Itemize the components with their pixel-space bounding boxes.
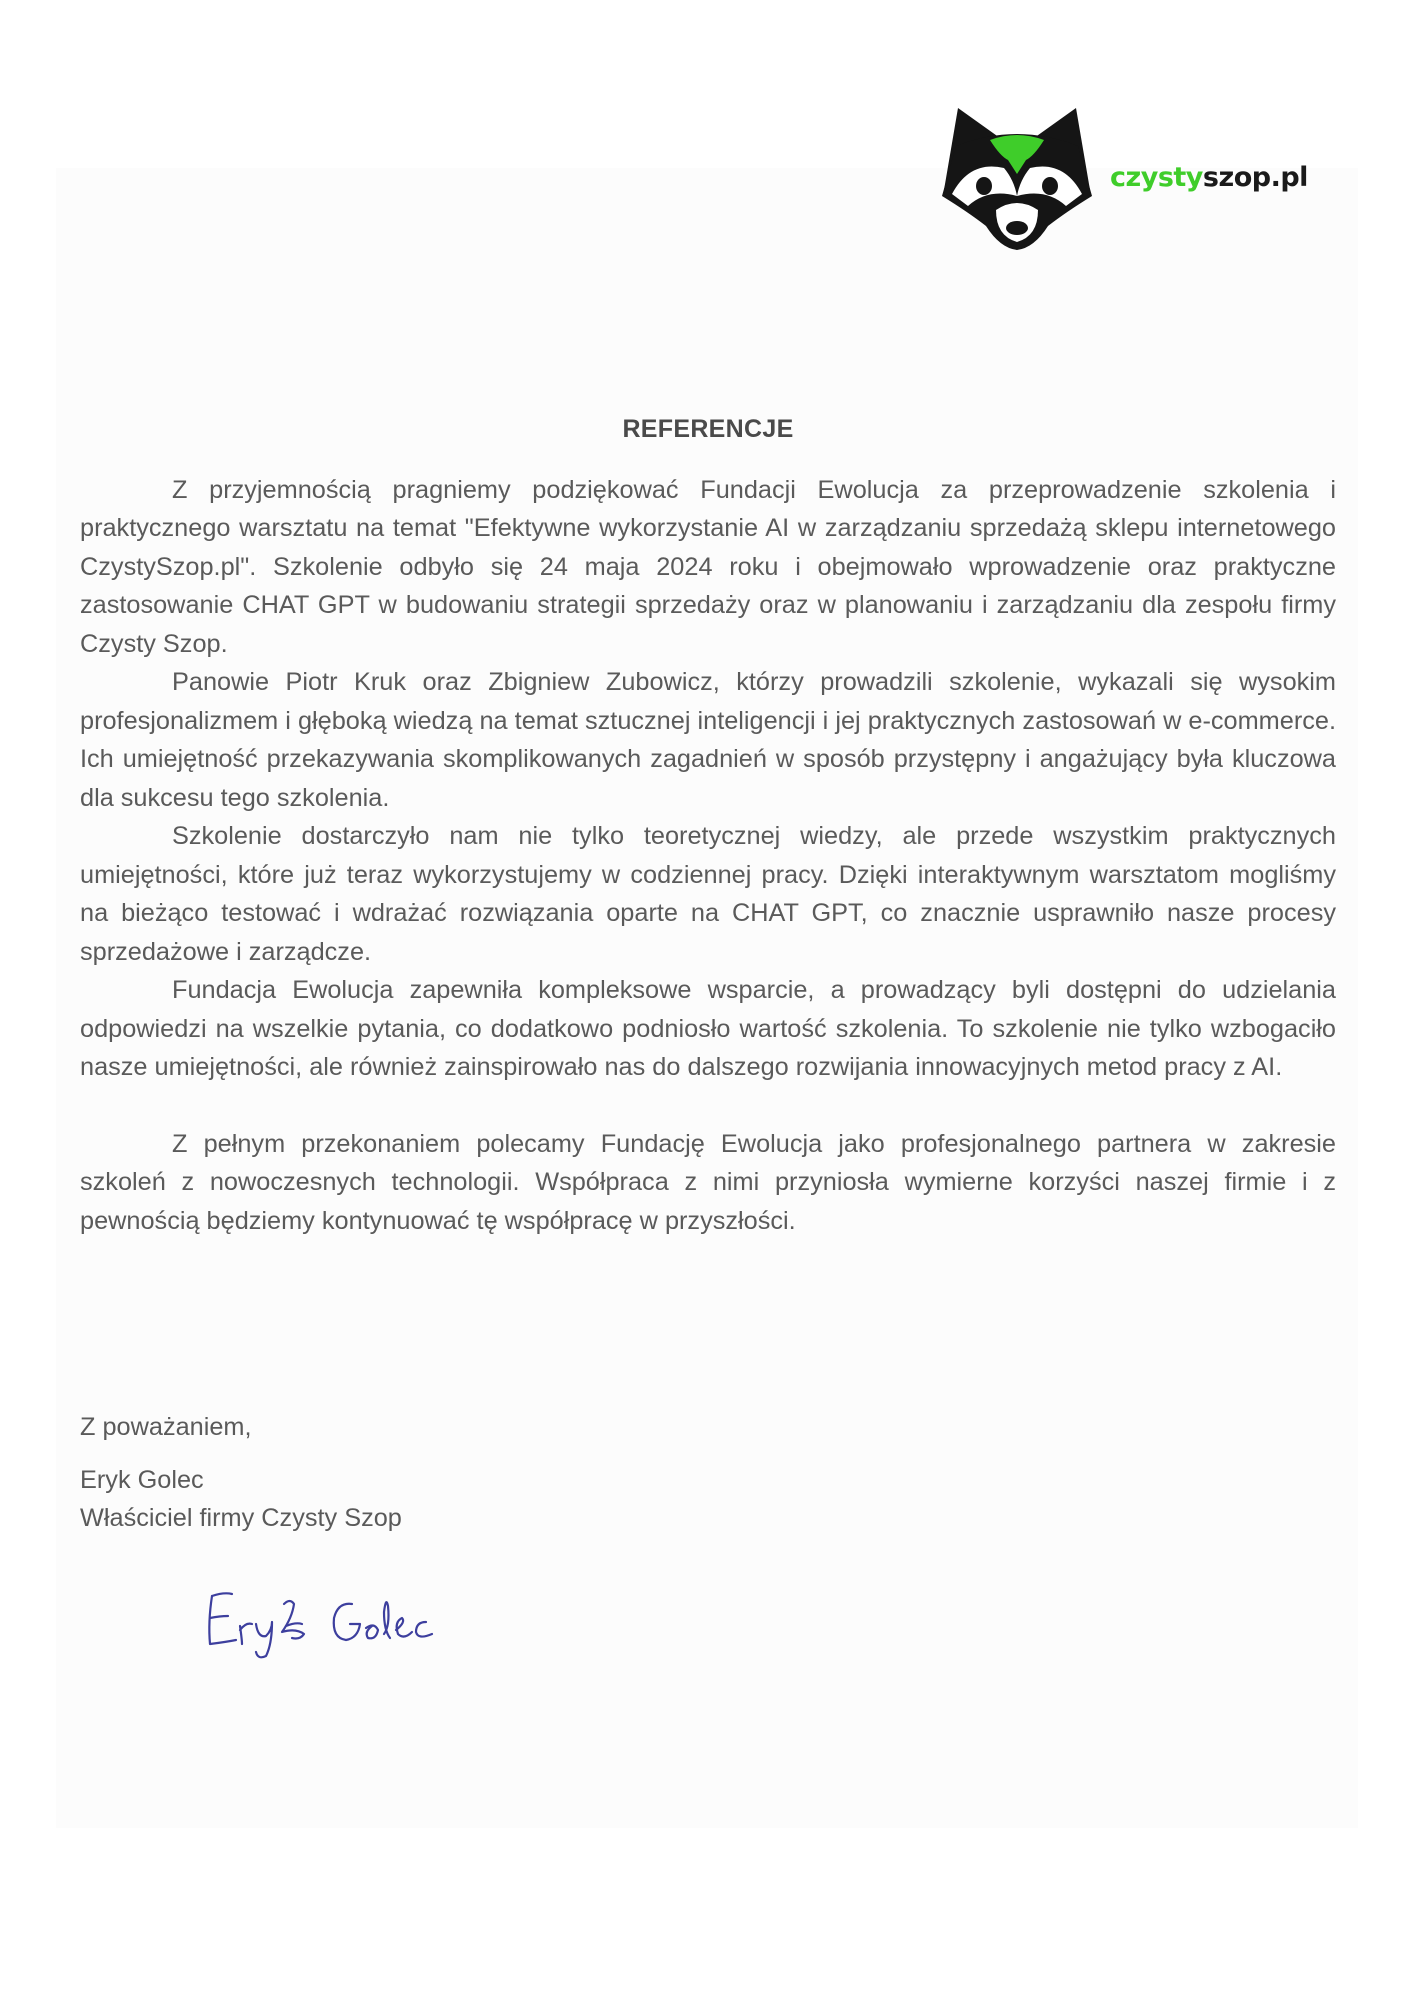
letter-title: REFERENCJE [622,415,794,443]
salutation: Z poważaniem, [80,1413,252,1441]
signer-role: Właściciel firmy Czysty Szop [80,1504,402,1532]
paragraph-2: Panowie Piotr Kruk oraz Zbigniew Zubowicz, którzy prowadzili szkolenie, wykazali się wysokim profesjonalizmem i głęboką wiedzą na temat sztucznej inteligencji i jej praktycznych zastosowań w e-commerce. Ich umiejętność przekazywania skomplikowanych zagadnień w sposób przystępny i angażujący była kluczowa dla sukcesu tego szkolenia. [80,668,1336,812]
logo-wordmark [1110,162,1308,193]
signer-name: Eryk Golec [80,1465,204,1494]
paragraph-4: Fundacja Ewolucja zapewniła kompleksowe wsparcie, a prowadzący byli dostępni do udzielania odpowiedzi na wszelkie pytania, co dodatkowo podniosło wartość szkolenia. To szkolenie nie tylko wzbogaciło nasze umiejętności, ale również zainspirowało nas do dalszego rozwijania innowacyjnych metod pracy z AI. [80,976,1336,1081]
handwritten-signature [200,1582,460,1660]
raccoon-head-icon [938,100,1096,250]
paragraph-3: Szkolenie dostarczyło nam nie tylko teoretycznej wiedzy, ale przede wszystkim praktycznych umiejętności, które już teraz wykorzystujemy w codziennej pracy. Dzięki interaktywnym warsztatom mogliśmy na bieżąco testować i wdrażać rozwiązania oparte na CHAT GPT, co znacznie usprawniło nasze procesy sprzedażowe i zarządcze. [80,822,1336,966]
paragraph-5: Z pełnym przekonaniem polecamy Fundację Ewolucja jako profesjonalnego partnera w zakresie szkoleń z nowoczesnych technologii. Współpraca z nimi przyniosła wymierne korzyści naszej firmie i z pewnością będziemy kontynuować tę współpracę w przyszłości. [80,1129,1336,1235]
czystyszop-logo [938,100,1320,250]
paragraph-1: Z przyjemnością pragniemy podziękować Fundacji Ewolucja za przeprowadzenie szkolenia i praktycznego warsztatu na temat "Efektywne wykorzystanie AI w zarządzaniu sprzedażą sklepu internetowego CzystySzop.pl". Szkolenie odbyło się 24 maja 2024 roku i obejmowało wprowadzenie oraz praktyczne zastosowanie CHAT GPT w budowaniu strategii sprzedaży oraz w planowaniu i zarządzaniu dla zespołu firmy Czysty Szop. [80,475,1336,658]
logo-text-green: czysty [1110,162,1203,193]
logo-text-black: szop.pl [1202,162,1308,193]
letter-closing [80,1408,402,1538]
letter-body [80,410,1336,1240]
